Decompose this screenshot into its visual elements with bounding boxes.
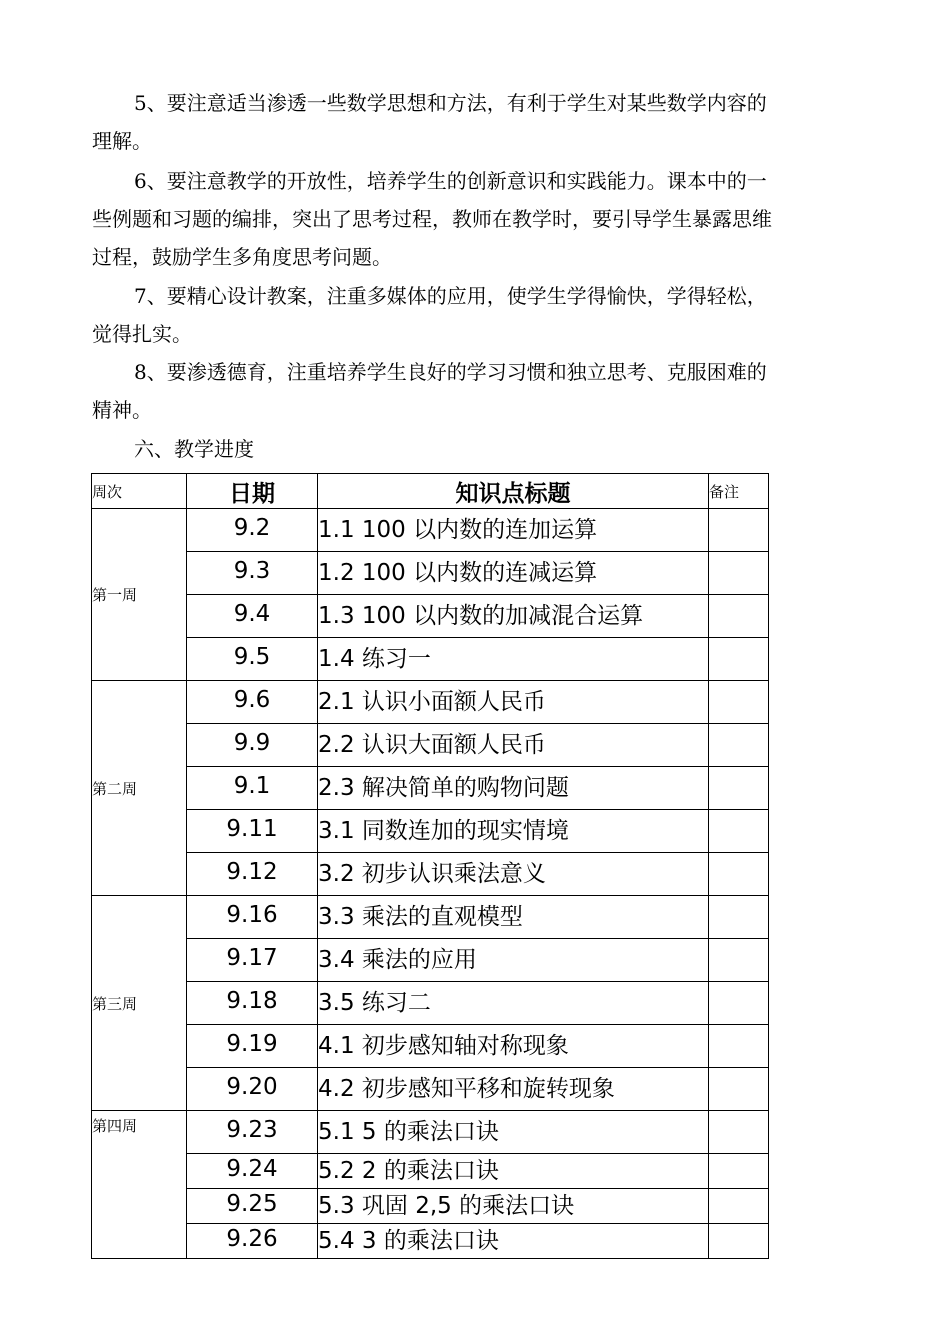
- paragraph-line: 些例题和习题的编排，突出了思考过程，教师在教学时，要引导学生暴露思维: [92, 207, 772, 231]
- table-row: [92, 1189, 769, 1224]
- note-cell: [709, 982, 769, 1025]
- header-note: 备注: [709, 474, 769, 509]
- paragraph-line: 8、要渗透德育，注重培养学生良好的学习习惯和独立思考、克服困难的: [134, 360, 767, 384]
- table-row: [92, 552, 769, 595]
- date-cell: 9.1: [187, 767, 318, 810]
- note-cell: [709, 509, 769, 552]
- topic-cell: 4.1 初步感知轴对称现象: [318, 1025, 709, 1068]
- paragraph-line: 5、要注意适当渗透一些数学思想和方法，有利于学生对某些数学内容的: [134, 91, 767, 115]
- date-cell: 9.16: [187, 896, 318, 939]
- topic-cell: 1.2 100 以内数的连减运算: [318, 552, 709, 595]
- note-cell: [709, 810, 769, 853]
- table-row: [92, 509, 769, 552]
- header-topic: 知识点标题: [318, 474, 709, 509]
- date-cell: 9.23: [187, 1111, 318, 1154]
- note-cell: [709, 767, 769, 810]
- table-row: [92, 681, 769, 724]
- table-row: [92, 853, 769, 896]
- topic-cell: 3.5 练习二: [318, 982, 709, 1025]
- topic-cell: 1.3 100 以内数的加减混合运算: [318, 595, 709, 638]
- paragraph-line: 理解。: [92, 129, 152, 153]
- table-row: [92, 939, 769, 982]
- note-cell: [709, 552, 769, 595]
- topic-cell: 1.4 练习一: [318, 638, 709, 681]
- topic-cell: 5.3 巩固 2,5 的乘法口诀: [318, 1189, 709, 1224]
- topic-cell: 5.2 2 的乘法口诀: [318, 1154, 709, 1189]
- note-cell: [709, 595, 769, 638]
- week-cell: 第三周: [92, 896, 187, 1111]
- schedule-table: [91, 473, 769, 1259]
- topic-cell: 2.2 认识大面额人民币: [318, 724, 709, 767]
- table-row: [92, 595, 769, 638]
- paragraph-6: [92, 162, 852, 276]
- table-row: [92, 982, 769, 1025]
- note-cell: [709, 1154, 769, 1189]
- table-row: [92, 767, 769, 810]
- date-cell: 9.20: [187, 1068, 318, 1111]
- note-cell: [709, 853, 769, 896]
- note-cell: [709, 896, 769, 939]
- table-row: [92, 1224, 769, 1259]
- note-cell: [709, 1068, 769, 1111]
- header-week: 周次: [92, 474, 187, 509]
- note-cell: [709, 939, 769, 982]
- topic-cell: 4.2 初步感知平移和旋转现象: [318, 1068, 709, 1111]
- table-row: [92, 724, 769, 767]
- date-cell: 9.5: [187, 638, 318, 681]
- date-cell: 9.19: [187, 1025, 318, 1068]
- table-row: [92, 638, 769, 681]
- date-cell: 9.17: [187, 939, 318, 982]
- table-row: [92, 1111, 769, 1154]
- table-row: [92, 810, 769, 853]
- note-cell: [709, 1111, 769, 1154]
- paragraph-5: [92, 84, 852, 160]
- paragraph-8: [92, 353, 852, 429]
- paragraph-line: 6、要注意教学的开放性，培养学生的创新意识和实践能力。课本中的一: [134, 169, 767, 193]
- topic-cell: 1.1 100 以内数的连加运算: [318, 509, 709, 552]
- date-cell: 9.9: [187, 724, 318, 767]
- topic-cell: 3.1 同数连加的现实情境: [318, 810, 709, 853]
- header-date: 日期: [187, 474, 318, 509]
- topic-cell: 3.4 乘法的应用: [318, 939, 709, 982]
- date-cell: 9.25: [187, 1189, 318, 1224]
- table-header-row: [92, 474, 769, 509]
- topic-cell: 2.1 认识小面额人民币: [318, 681, 709, 724]
- paragraph-7: [92, 277, 852, 353]
- topic-cell: 5.4 3 的乘法口诀: [318, 1224, 709, 1259]
- date-cell: 9.26: [187, 1224, 318, 1259]
- table-row: [92, 896, 769, 939]
- date-cell: 9.24: [187, 1154, 318, 1189]
- paragraph-line: 7、要精心设计教案，注重多媒体的应用，使学生学得愉快，学得轻松，: [134, 284, 767, 308]
- table-row: [92, 1025, 769, 1068]
- topic-cell: 5.1 5 的乘法口诀: [318, 1111, 709, 1154]
- week-cell: 第四周: [92, 1111, 187, 1259]
- paragraph-line: 觉得扎实。: [92, 322, 192, 346]
- table-row: [92, 1068, 769, 1111]
- note-cell: [709, 1224, 769, 1259]
- note-cell: [709, 638, 769, 681]
- date-cell: 9.18: [187, 982, 318, 1025]
- section-heading: 六、教学进度: [134, 437, 254, 461]
- topic-cell: 3.3 乘法的直观模型: [318, 896, 709, 939]
- note-cell: [709, 1025, 769, 1068]
- date-cell: 9.12: [187, 853, 318, 896]
- date-cell: 9.4: [187, 595, 318, 638]
- paragraph-line: 精神。: [92, 398, 152, 422]
- topic-cell: 2.3 解决简单的购物问题: [318, 767, 709, 810]
- date-cell: 9.2: [187, 509, 318, 552]
- date-cell: 9.6: [187, 681, 318, 724]
- week-cell: 第一周: [92, 509, 187, 681]
- date-cell: 9.11: [187, 810, 318, 853]
- note-cell: [709, 681, 769, 724]
- table-row: [92, 1154, 769, 1189]
- paragraph-line: 过程，鼓励学生多角度思考问题。: [92, 245, 392, 269]
- week-cell: 第二周: [92, 681, 187, 896]
- topic-cell: 3.2 初步认识乘法意义: [318, 853, 709, 896]
- note-cell: [709, 1189, 769, 1224]
- date-cell: 9.3: [187, 552, 318, 595]
- note-cell: [709, 724, 769, 767]
